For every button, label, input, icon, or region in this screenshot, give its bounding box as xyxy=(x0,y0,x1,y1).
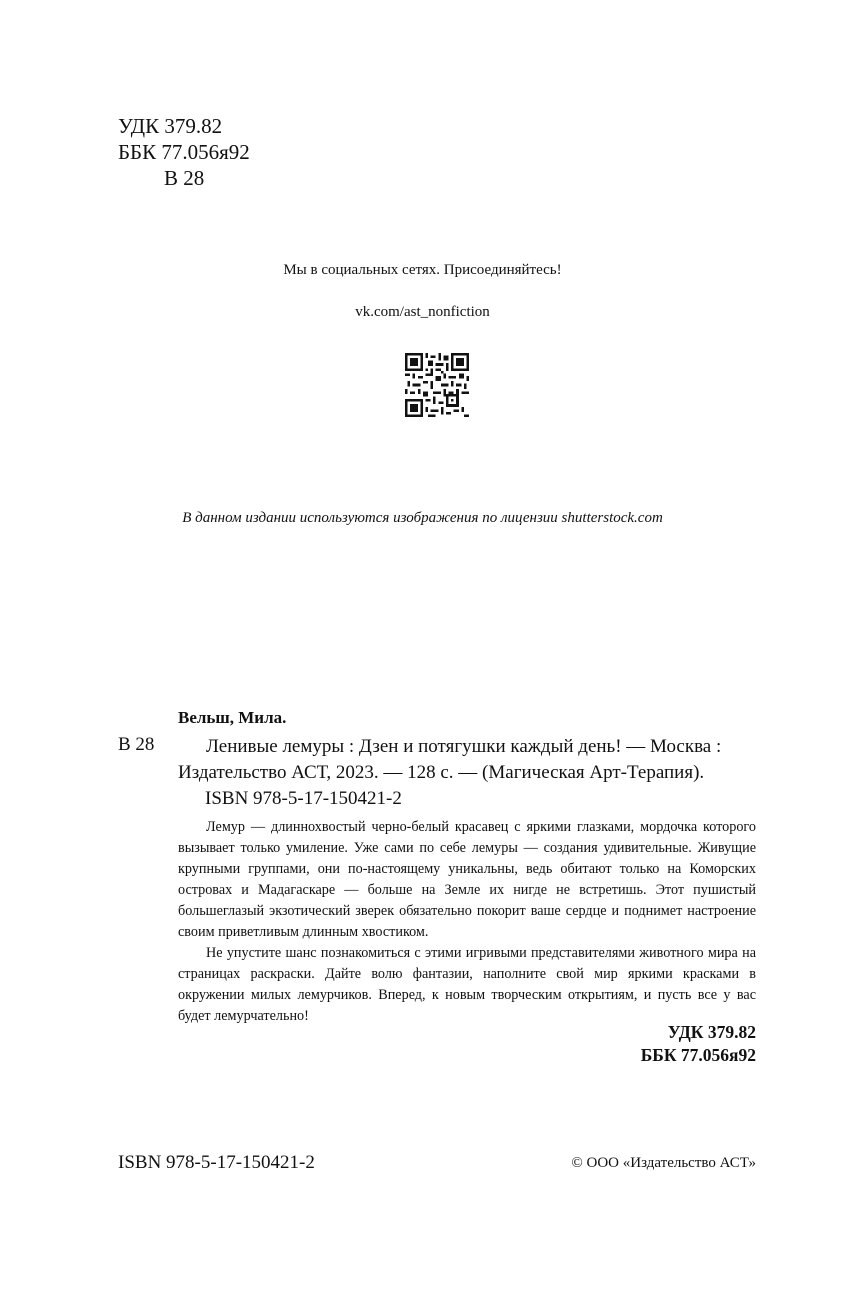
catalog-title-line-2: Издательство АСТ, 2023. — 128 с. — (Магическая Арт-Терапия). xyxy=(178,762,705,783)
footer-copyright: © ООО «Издательство АСТ» xyxy=(571,1155,756,1171)
catalog-title-line-1: Ленивые лемуры : Дзен и потягушки каждый день! — Москва : xyxy=(206,736,722,757)
annotation-paragraph-2: Не упустите шанс познакомиться с этими игривыми представителями животного мира на страницах раскраски. Дайте волю фантазии, наполните свой мир яркими красками в окружении милых лемурчиков. Вперед, к новым творческим открытиям, и пусть все у вас будет лемурчательно! xyxy=(178,945,756,1024)
udk-code: УДК 379.82 xyxy=(118,114,223,138)
footer-isbn: ISBN 978-5-17-150421-2 xyxy=(118,1152,315,1173)
top-classification xyxy=(118,113,250,191)
bbk-code: ББК 77.056я92 xyxy=(118,140,250,164)
catalog-isbn: ISBN 978-5-17-150421-2 xyxy=(205,788,402,809)
annotation-paragraph-1: Лемур — длиннохвостый черно-белый красавец с яркими глазками, мордочка которого вызывает только умиление. Уже сами по себе лемуры — создания удивительные. Живущие крупными группами, они по-настоящему уникальны, ведь обитают только на Коморских островах и Мадагаскаре — больше на Земле их нигде не встретишь. Этот пушистый большеглазый экзотический зверек обязательно покорит ваше сердце и поднимет настроение своим приветливым длинным хвостиком. xyxy=(178,819,756,940)
social-join-text: Мы в социальных сетях. Присоединяйтесь! xyxy=(283,262,562,278)
vk-link[interactable]: vk.com/ast_nonfiction xyxy=(355,304,490,320)
qr-code-icon xyxy=(405,353,469,417)
license-note: В данном издании используются изображения по лицензии shutterstock.com xyxy=(182,510,663,526)
bottom-classification xyxy=(500,1021,756,1067)
catalog-author: Вельш, Мила. xyxy=(178,708,287,727)
annotation xyxy=(178,817,756,1027)
bbk-code-bottom: ББК 77.056я92 xyxy=(640,1045,756,1065)
catalog-title xyxy=(178,734,758,786)
catalog-code: В 28 xyxy=(118,734,155,755)
udk-code-bottom: УДК 379.82 xyxy=(667,1022,756,1042)
author-code: В 28 xyxy=(164,166,205,190)
